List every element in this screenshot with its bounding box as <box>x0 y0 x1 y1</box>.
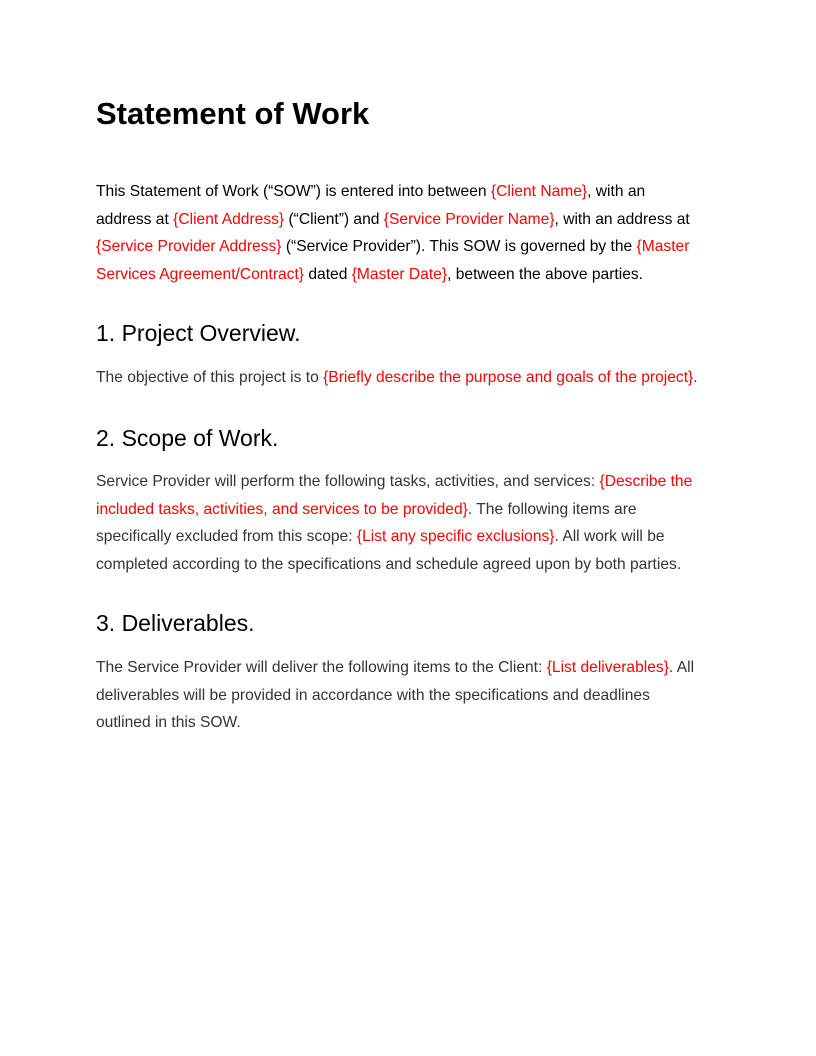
text: specifically excluded from this scope: <box>96 528 357 546</box>
placeholder-client-address: {Client Address} <box>173 210 285 228</box>
project-overview-paragraph <box>96 364 698 392</box>
text: , between the above parties. <box>447 265 643 283</box>
text: . All <box>668 659 695 676</box>
deliverables-paragraph <box>96 654 694 737</box>
text: , with an address at <box>554 210 690 228</box>
placeholder-included-tasks: {Describe the <box>599 473 693 490</box>
section-heading-deliverables: 3. Deliverables. <box>96 610 255 636</box>
text: (“Service Provider”). This SOW is governed by the <box>281 238 637 256</box>
placeholder-exclusions: {List any specific exclusions} <box>356 528 555 546</box>
scope-of-work-paragraph <box>96 468 692 578</box>
section-heading-scope-of-work: 2. Scope of Work. <box>96 425 279 451</box>
document-title: Statement of Work <box>96 96 370 131</box>
text: The Service Provider will deliver the following items to the Client: <box>96 659 547 676</box>
placeholder-master-agreement: {Master <box>636 238 690 256</box>
text: . All work will be <box>554 528 665 546</box>
text: , with an <box>587 183 646 200</box>
section-heading-project-overview: 1. Project Overview. <box>96 320 301 346</box>
placeholder-provider-address: {Service Provider Address} <box>96 238 282 256</box>
text: Service Provider will perform the following tasks, activities, and services: <box>96 473 600 490</box>
placeholder-project-purpose: {Briefly describe the purpose and goals of the project} <box>323 369 694 386</box>
placeholder-master-date: {Master Date} <box>351 265 448 283</box>
text: outlined in this SOW. <box>96 714 241 732</box>
placeholder-deliverables: {List deliverables} <box>546 659 669 676</box>
text: dated <box>304 265 352 283</box>
text: . The following items are <box>467 500 637 518</box>
text: completed according to the specifications and schedule agreed upon by both parties. <box>96 555 682 573</box>
text: (“Client”) and <box>284 210 384 228</box>
text: deliverables will be provided in accordance with the specifications and deadlines <box>96 686 650 704</box>
placeholder-provider-name: {Service Provider Name} <box>383 210 555 228</box>
text: . <box>693 369 698 386</box>
intro-paragraph <box>96 178 690 288</box>
placeholder-client-name: {Client Name} <box>490 183 588 200</box>
placeholder-included-tasks: included tasks, activities, and services to be provided} <box>96 500 468 518</box>
text: address at <box>96 210 174 228</box>
text: This Statement of Work (“SOW”) is entered into between <box>96 183 491 200</box>
placeholder-master-agreement: Services Agreement/Contract} <box>96 265 305 283</box>
text: The objective of this project is to <box>96 369 324 386</box>
